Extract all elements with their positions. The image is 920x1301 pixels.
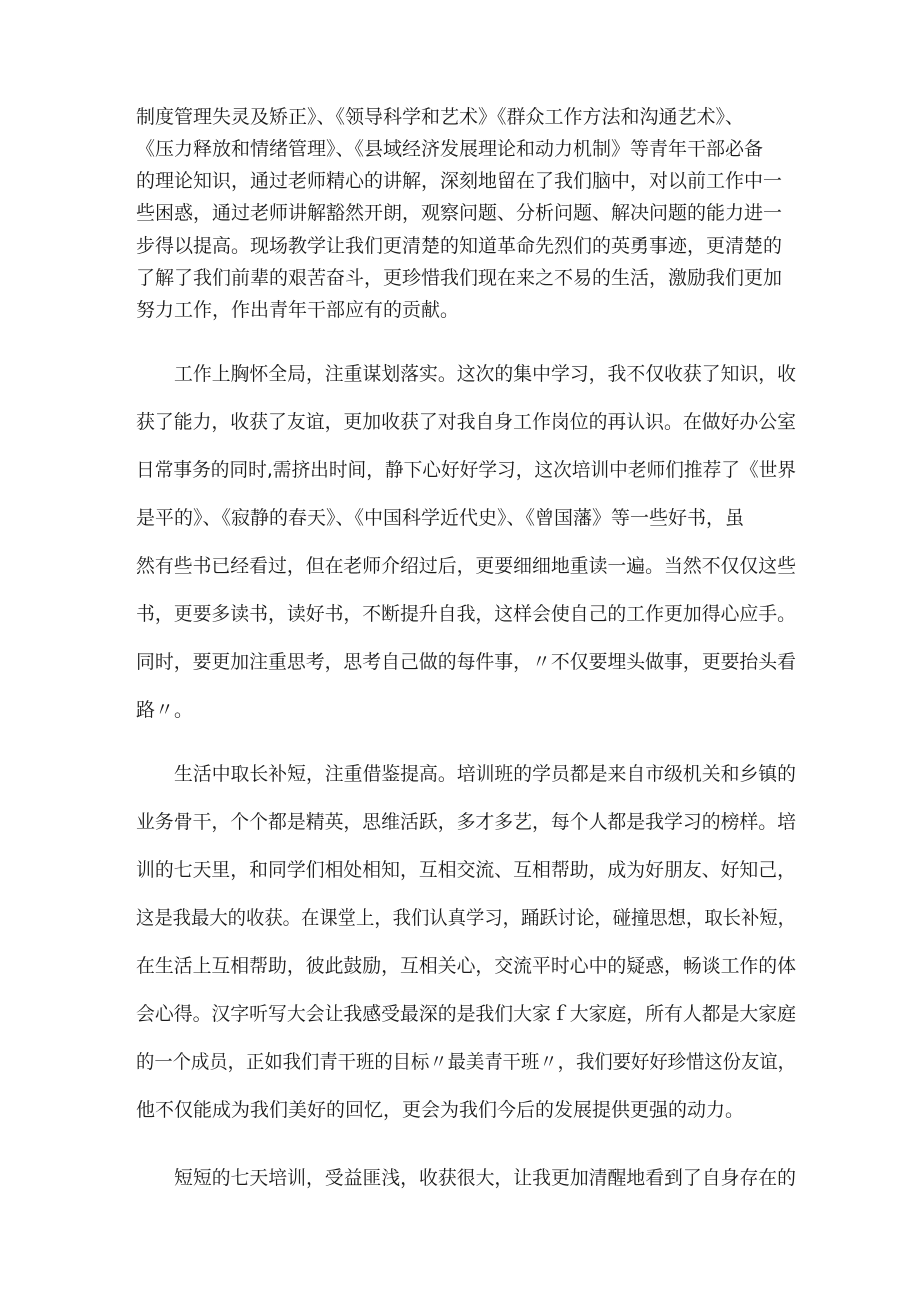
paragraph-line: 日常事务的同时,需挤出时间，静下心好好学习，这次培训中老师们推荐了《世界 (136, 459, 797, 481)
paragraph-line: 训的七天里，和同学们相处相知，互相交流、互相帮助，成为好朋友、好知己， (136, 859, 797, 881)
paragraph-line: 在生活上互相帮助，彼此鼓励，互相关心，交流平时心中的疑惑，畅谈工作的体 (136, 955, 797, 977)
paragraph-line: 步得以提高。现场教学让我们更清楚的知道革命先烈们的英勇事迹，更清楚的 (136, 235, 783, 257)
paragraph-line: 些困惑，通过老师讲解豁然开朗，观察问题、分析问题、解决问题的能力进一 (136, 202, 783, 224)
paragraph-line: 是平的》、《寂静的春天》、《中国科学近代史》、《曾国藩》等一些好书，虽 (136, 507, 745, 529)
paragraph-line: 的理论知识，通过老师精心的讲解，深刻地留在了我们脑中，对以前工作中一 (136, 170, 783, 192)
paragraph-line: 会心得。汉字听写大会让我感受最深的是我们大家ｆ大家庭，所有人都是大家庭 (136, 1003, 797, 1025)
paragraph-line: 然有些书已经看过，但在老师介绍过后，更要细细地重读一遍。当然不仅仅这些 (136, 555, 797, 577)
paragraph-line: 这是我最大的收获。在课堂上，我们认真学习，踊跃讨论，碰撞思想，取长补短， (136, 907, 797, 929)
paragraph-line: 书，更要多读书，读好书，不断提升自我，这样会使自己的工作更加得心应手。 (136, 603, 797, 625)
paragraph-line: 获了能力，收获了友谊，更加收获了对我自身工作岗位的再认识。在做好办公室 (136, 411, 797, 433)
paragraph-line: 制度管理失灵及矫正》、《领导科学和艺术》《群众工作方法和沟通艺术》、 (136, 106, 745, 128)
paragraph-line: 工作上胸怀全局，注重谋划落实。这次的集中学习，我不仅收获了知识，收 (174, 363, 797, 385)
paragraph-line: 生活中取长补短，注重借鉴提高。培训班的学员都是来自市级机关和乡镇的 (174, 763, 797, 785)
paragraph-line: 努力工作，作出青年干部应有的贡献。 (136, 299, 460, 321)
paragraph-line: 的一个成员，正如我们青干班的目标〃最美青干班〃，我们要好好珍惜这份友谊， (136, 1051, 797, 1073)
paragraph-line: 他不仅能成为我们美好的回忆，更会为我们今后的发展提供更强的动力。 (136, 1099, 745, 1121)
paragraph-line: 《压力释放和情绪管理》、《县域经济发展理论和动力机制》等青年干部必备 (136, 138, 764, 160)
paragraph-line: 了解了我们前辈的艰苦奋斗，更珍惜我们现在来之不易的生活，激励我们更加 (136, 267, 783, 289)
paragraph-line: 业务骨干，个个都是精英，思维活跃，多才多艺，每个人都是我学习的榜样。培 (136, 811, 797, 833)
paragraph-line: 同时，要更加注重思考，思考自己做的每件事，〃不仅要埋头做事，更要抬头看 (136, 651, 797, 673)
paragraph-line: 路〃。 (136, 699, 194, 721)
paragraph-line: 短短的七天培训，受益匪浅，收获很大，让我更加清醒地看到了自身存在的 (174, 1167, 797, 1189)
